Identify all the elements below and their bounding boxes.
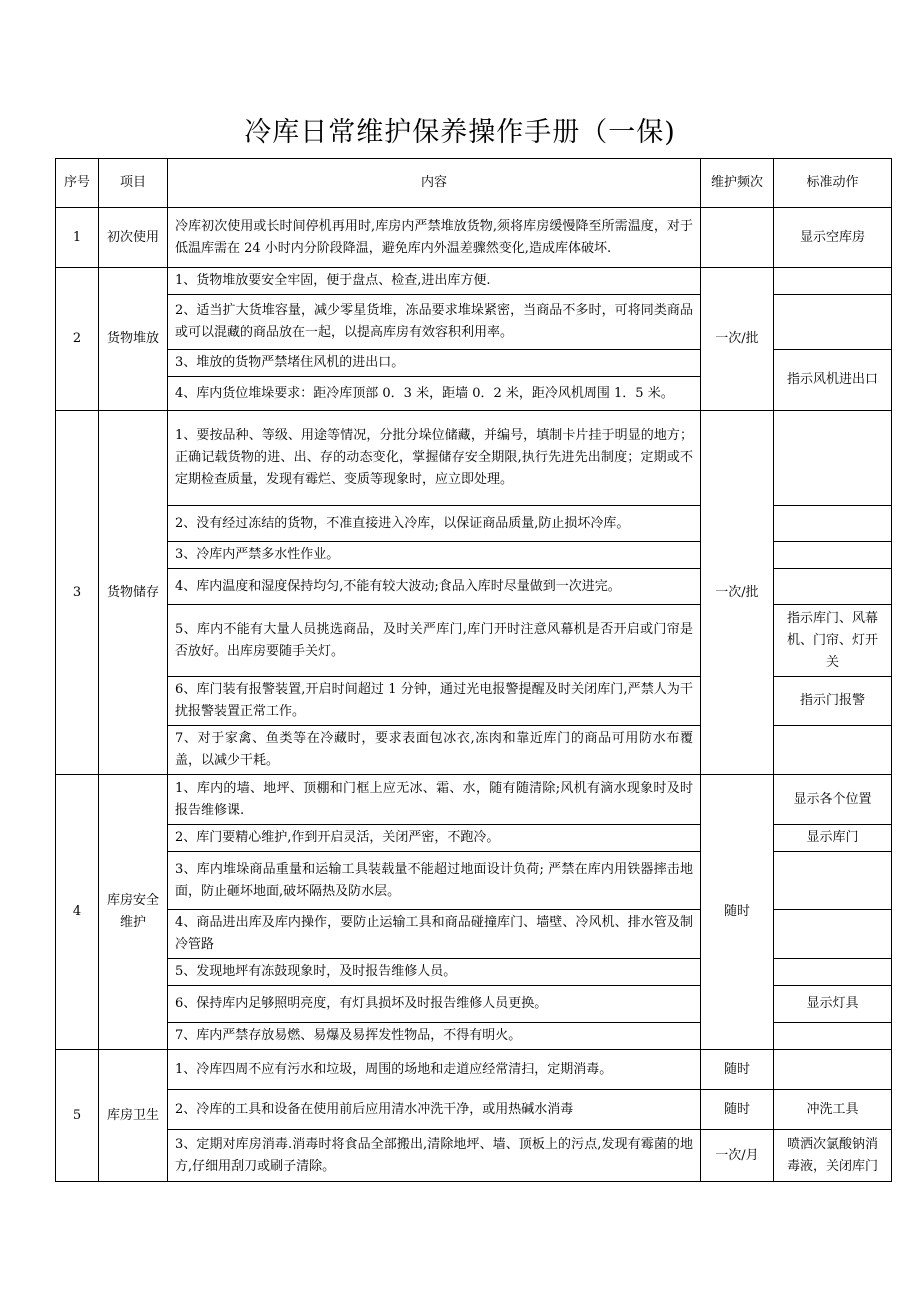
frequency-cell — [701, 208, 774, 268]
action-cell — [774, 910, 892, 959]
header-content: 内容 — [168, 159, 701, 208]
content-cell: 3、堆放的货物严禁堵住风机的进出口。 — [168, 350, 701, 377]
section-number: 4 — [56, 775, 99, 1050]
action-cell — [774, 726, 892, 775]
section-number: 2 — [56, 268, 99, 411]
action-cell: 显示灯具 — [774, 986, 892, 1023]
frequency-cell: 一次/月 — [701, 1130, 774, 1182]
action-cell: 喷洒次氯酸钠消毒液，关闭库门 — [774, 1130, 892, 1182]
table-row — [56, 775, 892, 825]
table-header-row — [56, 159, 892, 208]
table-row — [56, 411, 892, 506]
table-row — [56, 1050, 892, 1090]
section-item: 库房安全维护 — [99, 775, 168, 1050]
table-row — [56, 1090, 892, 1130]
content-cell: 5、库内不能有大量人员挑选商品，及时关严库门,库门开时注意风幕机是否开启或门帘是否放好。出库房要随手关灯。 — [168, 605, 701, 677]
frequency-cell: 随时 — [701, 1050, 774, 1090]
content-cell: 3、定期对库房消毒.消毒时将食品全部搬出,清除地坪、墙、顶板上的污点,发现有霉菌的地方,仔细用刮刀或刷子清除。 — [168, 1130, 701, 1182]
table-row — [56, 268, 892, 295]
action-cell: 显示空库房 — [774, 208, 892, 268]
action-cell — [774, 959, 892, 986]
content-cell: 6、保持库内足够照明亮度，有灯具损坏及时报告维修人员更换。 — [168, 986, 701, 1023]
header-no: 序号 — [56, 159, 99, 208]
section-number: 3 — [56, 411, 99, 775]
content-cell: 2、适当扩大货堆容量，减少零星货堆，冻品要求堆垛紧密，当商品不多时，可将同类商品或可以混藏的商品放在一起，以提高库房有效容积利用率。 — [168, 295, 701, 350]
content-cell: 2、库门要精心维护,作到开启灵活，关闭严密，不跑冷。 — [168, 825, 701, 852]
page-title: 冷库日常维护保养操作手册（一保) — [244, 117, 676, 148]
content-cell: 7、库内严禁存放易燃、易爆及易挥发性物品，不得有明火。 — [168, 1023, 701, 1050]
frequency-cell: 一次/批 — [701, 411, 774, 775]
action-cell: 显示各个位置 — [774, 775, 892, 825]
maintenance-table — [55, 158, 892, 1182]
action-cell: 指示风机进出口 — [774, 350, 892, 411]
content-cell: 6、库门装有报警装置,开启时间超过 1 分钟，通过光电报警提醒及时关闭库门,严禁人为干扰报警装置正常工作。 — [168, 677, 701, 726]
action-cell — [774, 569, 892, 605]
content-cell: 5、发现地坪有冻鼓现象时，及时报告维修人员。 — [168, 959, 701, 986]
section-item: 货物储存 — [99, 411, 168, 775]
content-cell: 4、库内温度和湿度保持均匀,不能有较大波动;食品入库时尽量做到一次进完。 — [168, 569, 701, 605]
table-row — [56, 1130, 892, 1182]
content-cell: 4、库内货位堆垛要求：距冷库顶部 0．3 米，距墙 0．2 米，距冷风机周围 1．5 米。 — [168, 377, 701, 411]
content-cell: 3、冷库内严禁多水性作业。 — [168, 542, 701, 569]
content-cell: 1、要按品种、等级、用途等情况，分批分垛位储藏，并编号，填制卡片挂于明显的地方；正确记载货物的进、出、存的动态变化，掌握储存安全期限,执行先进先出制度；定期或不定期检查质量，发现有霉烂、变质等现象时，应立即处理。 — [168, 411, 701, 506]
content-cell: 7、对于家禽、鱼类等在冷藏时，要求表面包冰衣,冻肉和靠近库门的商品可用防水布覆盖，以减少干耗。 — [168, 726, 701, 775]
content-cell: 冷库初次使用或长时间停机再用时,库房内严禁堆放货物,须将库房缓慢降至所需温度，对于低温库需在 24 小时内分阶段降温，避免库内外温差骤然变化,造成库体破坏. — [168, 208, 701, 268]
action-cell — [774, 1050, 892, 1090]
action-cell: 冲洗工具 — [774, 1090, 892, 1130]
content-cell: 3、库内堆垛商品重量和运输工具装载量不能超过地面设计负荷; 严禁在库内用铁器摔击地面，防止砸坏地面,破坏隔热及防水层。 — [168, 852, 701, 910]
header-frequency: 维护频次 — [701, 159, 774, 208]
action-cell: 指示库门、风幕机、门帘、灯开关 — [774, 605, 892, 677]
header-item: 项目 — [99, 159, 168, 208]
frequency-cell: 一次/批 — [701, 268, 774, 411]
content-cell: 1、冷库四周不应有污水和垃圾，周围的场地和走道应经常清扫，定期消毒。 — [168, 1050, 701, 1090]
action-cell — [774, 268, 892, 295]
content-cell: 1、库内的墙、地坪、顶棚和门框上应无冰、霜、水，随有随清除;风机有滴水现象时及时报告维修课. — [168, 775, 701, 825]
action-cell — [774, 506, 892, 542]
table-row — [56, 208, 892, 268]
section-item: 初次使用 — [99, 208, 168, 268]
content-cell: 1、货物堆放要安全牢固，便于盘点、检查,进出库方便. — [168, 268, 701, 295]
frequency-cell: 随时 — [701, 775, 774, 1050]
frequency-cell: 随时 — [701, 1090, 774, 1130]
section-item: 库房卫生 — [99, 1050, 168, 1182]
action-cell — [774, 852, 892, 910]
content-cell: 2、冷库的工具和设备在使用前后应用清水冲洗干净，或用热碱水消毒 — [168, 1090, 701, 1130]
action-cell — [774, 1023, 892, 1050]
action-cell: 指示门报警 — [774, 677, 892, 726]
section-number: 5 — [56, 1050, 99, 1182]
action-cell — [774, 295, 892, 350]
content-cell: 4、商品进出库及库内操作，要防止运输工具和商品碰撞库门、墙壁、冷风机、排水管及制冷管路 — [168, 910, 701, 959]
action-cell: 显示库门 — [774, 825, 892, 852]
action-cell — [774, 542, 892, 569]
section-item: 货物堆放 — [99, 268, 168, 411]
header-action: 标准动作 — [774, 159, 892, 208]
action-cell — [774, 411, 892, 506]
section-number: 1 — [56, 208, 99, 268]
content-cell: 2、没有经过冻结的货物，不准直接进入冷库，以保证商品质量,防止损坏冷库。 — [168, 506, 701, 542]
